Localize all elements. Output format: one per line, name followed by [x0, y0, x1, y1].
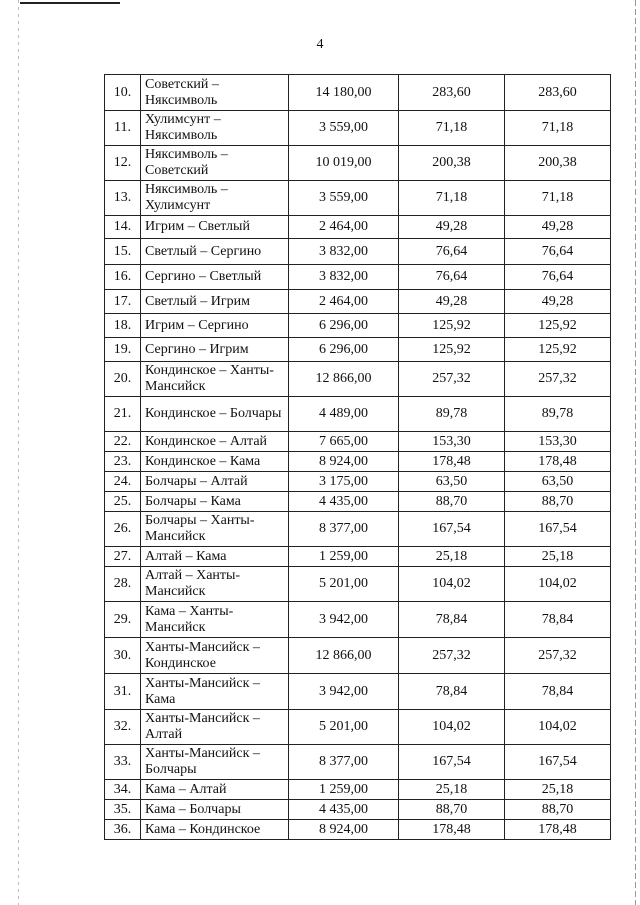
rate-cell: 257,32	[399, 362, 505, 397]
rate-cell: 76,64	[399, 265, 505, 290]
row-number: 18.	[105, 314, 141, 338]
amount-cell: 3 559,00	[289, 111, 399, 146]
amount-cell: 7 665,00	[289, 432, 399, 452]
amount-cell: 2 464,00	[289, 216, 399, 239]
rate-cell: 104,02	[399, 710, 505, 745]
scan-edge-right	[635, 0, 636, 905]
route-name: Сергино – Светлый	[141, 265, 289, 290]
table-row	[105, 800, 611, 820]
rate-cell-2: 89,78	[505, 397, 611, 432]
table-row	[105, 547, 611, 567]
table-row	[105, 567, 611, 602]
route-name: Кондинское – Алтай	[141, 432, 289, 452]
row-number: 22.	[105, 432, 141, 452]
row-number: 15.	[105, 239, 141, 265]
table-row	[105, 472, 611, 492]
amount-cell: 3 175,00	[289, 472, 399, 492]
row-number: 28.	[105, 567, 141, 602]
rate-cell-2: 63,50	[505, 472, 611, 492]
amount-cell: 3 559,00	[289, 181, 399, 216]
row-number: 24.	[105, 472, 141, 492]
route-name: Кама – Болчары	[141, 800, 289, 820]
rate-cell-2: 167,54	[505, 745, 611, 780]
amount-cell: 8 377,00	[289, 512, 399, 547]
rate-cell: 200,38	[399, 146, 505, 181]
amount-cell: 2 464,00	[289, 290, 399, 314]
route-name: Хулимсунт – Няксимволь	[141, 111, 289, 146]
table-row	[105, 111, 611, 146]
page-number: 4	[316, 37, 324, 52]
amount-cell: 4 489,00	[289, 397, 399, 432]
rate-cell-2: 283,60	[505, 75, 611, 111]
amount-cell: 8 924,00	[289, 452, 399, 472]
table-row	[105, 432, 611, 452]
row-number: 17.	[105, 290, 141, 314]
table-row	[105, 674, 611, 710]
rate-cell: 76,64	[399, 239, 505, 265]
route-name: Ханты-Мансийск – Болчары	[141, 745, 289, 780]
table-row	[105, 75, 611, 111]
rate-cell: 283,60	[399, 75, 505, 111]
rate-cell: 88,70	[399, 800, 505, 820]
rate-cell-2: 178,48	[505, 452, 611, 472]
row-number: 33.	[105, 745, 141, 780]
table-row	[105, 181, 611, 216]
amount-cell: 6 296,00	[289, 314, 399, 338]
route-name: Ханты-Мансийск – Кондинское	[141, 638, 289, 674]
route-name: Светлый – Сергино	[141, 239, 289, 265]
rate-cell: 25,18	[399, 547, 505, 567]
row-number: 21.	[105, 397, 141, 432]
amount-cell: 6 296,00	[289, 338, 399, 362]
row-number: 25.	[105, 492, 141, 512]
route-name: Ханты-Мансийск – Алтай	[141, 710, 289, 745]
table-row	[105, 710, 611, 745]
rate-cell-2: 25,18	[505, 547, 611, 567]
row-number: 11.	[105, 111, 141, 146]
row-number: 14.	[105, 216, 141, 239]
rate-cell: 257,32	[399, 638, 505, 674]
rate-cell-2: 88,70	[505, 800, 611, 820]
amount-cell: 3 942,00	[289, 602, 399, 638]
route-name: Светлый – Игрим	[141, 290, 289, 314]
route-name: Болчары – Ханты-Мансийск	[141, 512, 289, 547]
route-name: Кама – Алтай	[141, 780, 289, 800]
rate-cell: 25,18	[399, 780, 505, 800]
rate-cell-2: 125,92	[505, 314, 611, 338]
amount-cell: 3 832,00	[289, 265, 399, 290]
row-number: 13.	[105, 181, 141, 216]
rate-cell: 78,84	[399, 602, 505, 638]
row-number: 32.	[105, 710, 141, 745]
amount-cell: 1 259,00	[289, 780, 399, 800]
table-row	[105, 239, 611, 265]
table-row	[105, 397, 611, 432]
rate-cell-2: 153,30	[505, 432, 611, 452]
row-number: 26.	[105, 512, 141, 547]
rate-cell-2: 104,02	[505, 710, 611, 745]
rate-cell-2: 88,70	[505, 492, 611, 512]
amount-cell: 5 201,00	[289, 710, 399, 745]
rate-cell-2: 76,64	[505, 265, 611, 290]
rate-cell: 71,18	[399, 111, 505, 146]
rate-cell: 125,92	[399, 314, 505, 338]
rate-cell: 78,84	[399, 674, 505, 710]
row-number: 34.	[105, 780, 141, 800]
table-row	[105, 745, 611, 780]
rate-cell: 49,28	[399, 216, 505, 239]
row-number: 23.	[105, 452, 141, 472]
amount-cell: 10 019,00	[289, 146, 399, 181]
table-row	[105, 512, 611, 547]
rate-cell-2: 104,02	[505, 567, 611, 602]
amount-cell: 4 435,00	[289, 800, 399, 820]
table-row	[105, 265, 611, 290]
route-name: Кондинское – Ханты-Мансийск	[141, 362, 289, 397]
table-row	[105, 362, 611, 397]
row-number: 27.	[105, 547, 141, 567]
tariff-table	[104, 74, 611, 840]
route-name: Няксимволь – Хулимсунт	[141, 181, 289, 216]
row-number: 29.	[105, 602, 141, 638]
route-name: Ханты-Мансийск – Кама	[141, 674, 289, 710]
rate-cell: 178,48	[399, 820, 505, 840]
rate-cell-2: 76,64	[505, 239, 611, 265]
route-name: Кондинское – Болчары	[141, 397, 289, 432]
rate-cell: 49,28	[399, 290, 505, 314]
route-name: Кондинское – Кама	[141, 452, 289, 472]
table-row	[105, 216, 611, 239]
table-row	[105, 820, 611, 840]
rate-cell: 63,50	[399, 472, 505, 492]
amount-cell: 8 924,00	[289, 820, 399, 840]
rate-cell-2: 49,28	[505, 216, 611, 239]
table-row	[105, 146, 611, 181]
amount-cell: 3 942,00	[289, 674, 399, 710]
rate-cell-2: 25,18	[505, 780, 611, 800]
amount-cell: 12 866,00	[289, 638, 399, 674]
rate-cell: 89,78	[399, 397, 505, 432]
table-row	[105, 338, 611, 362]
route-name: Алтай – Кама	[141, 547, 289, 567]
route-name: Няксимволь – Советский	[141, 146, 289, 181]
route-name: Болчары – Алтай	[141, 472, 289, 492]
table-row	[105, 780, 611, 800]
table-row	[105, 290, 611, 314]
row-number: 30.	[105, 638, 141, 674]
rate-cell-2: 71,18	[505, 181, 611, 216]
amount-cell: 3 832,00	[289, 239, 399, 265]
rate-cell: 71,18	[399, 181, 505, 216]
row-number: 16.	[105, 265, 141, 290]
rate-cell: 178,48	[399, 452, 505, 472]
table-row	[105, 638, 611, 674]
table-row	[105, 602, 611, 638]
route-name: Болчары – Кама	[141, 492, 289, 512]
rate-cell-2: 257,32	[505, 638, 611, 674]
rate-cell: 167,54	[399, 745, 505, 780]
amount-cell: 12 866,00	[289, 362, 399, 397]
table-row	[105, 452, 611, 472]
rate-cell-2: 200,38	[505, 146, 611, 181]
rate-cell-2: 71,18	[505, 111, 611, 146]
row-number: 35.	[105, 800, 141, 820]
route-name: Советский – Няксимволь	[141, 75, 289, 111]
rate-cell-2: 257,32	[505, 362, 611, 397]
amount-cell: 14 180,00	[289, 75, 399, 111]
row-number: 36.	[105, 820, 141, 840]
rate-cell: 167,54	[399, 512, 505, 547]
header-rule	[20, 2, 120, 4]
rate-cell: 153,30	[399, 432, 505, 452]
rate-cell: 104,02	[399, 567, 505, 602]
rate-cell-2: 49,28	[505, 290, 611, 314]
route-name: Кама – Ханты-Мансийск	[141, 602, 289, 638]
row-number: 19.	[105, 338, 141, 362]
rate-cell-2: 167,54	[505, 512, 611, 547]
route-name: Игрим – Сергино	[141, 314, 289, 338]
rate-cell-2: 125,92	[505, 338, 611, 362]
table-row	[105, 492, 611, 512]
row-number: 31.	[105, 674, 141, 710]
rate-cell-2: 178,48	[505, 820, 611, 840]
amount-cell: 8 377,00	[289, 745, 399, 780]
table-body	[105, 75, 611, 840]
route-name: Кама – Кондинское	[141, 820, 289, 840]
amount-cell: 1 259,00	[289, 547, 399, 567]
rate-cell-2: 78,84	[505, 602, 611, 638]
amount-cell: 5 201,00	[289, 567, 399, 602]
rate-cell: 125,92	[399, 338, 505, 362]
route-name: Алтай – Ханты-Мансийск	[141, 567, 289, 602]
rate-cell: 88,70	[399, 492, 505, 512]
scan-edge-left	[18, 0, 19, 905]
table-row	[105, 314, 611, 338]
route-name: Сергино – Игрим	[141, 338, 289, 362]
row-number: 20.	[105, 362, 141, 397]
rate-cell-2: 78,84	[505, 674, 611, 710]
route-name: Игрим – Светлый	[141, 216, 289, 239]
row-number: 12.	[105, 146, 141, 181]
amount-cell: 4 435,00	[289, 492, 399, 512]
row-number: 10.	[105, 75, 141, 111]
